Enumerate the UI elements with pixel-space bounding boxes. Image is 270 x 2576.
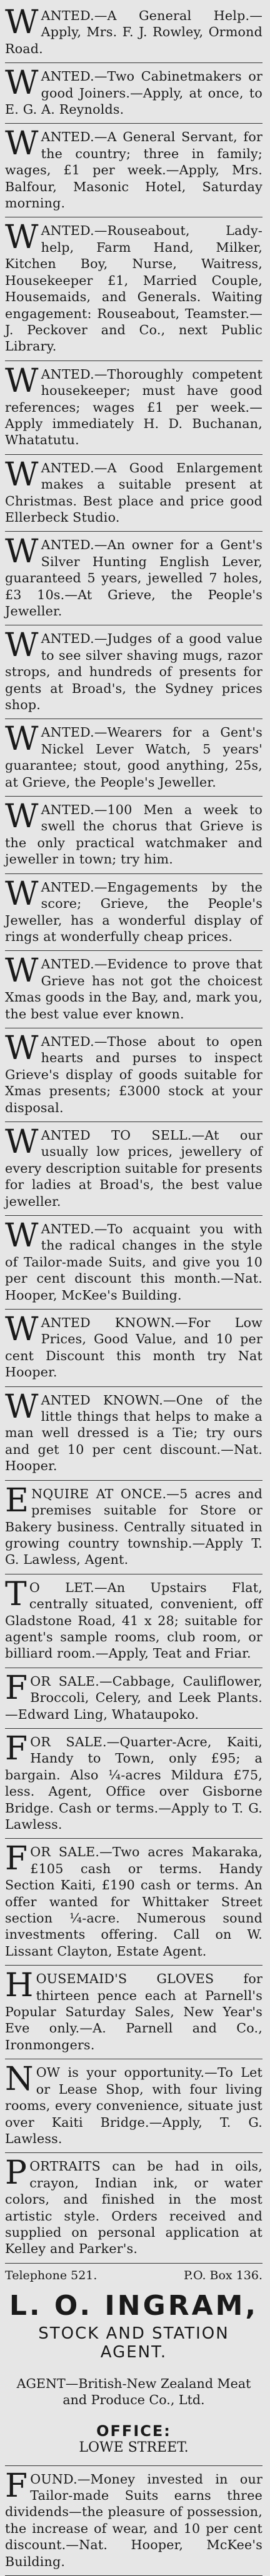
classified-ad: WANTED.—Those about to open hearts and purses to inspect Grieve's display of goods suitable for Xmas presents; £3000 stock at your disposal. <box>5 1028 262 1122</box>
classified-ad: WANTED.—A Good Enlargement makes a suitable present at Christmas. Best place and price good Ellerbeck Studio. <box>5 455 262 532</box>
classified-ad: WANTED.—Wearers for a Gent's Nickel Lever Watch, 5 years' guarantee; stout, good anything, 25s, at Grieve, the People's Jeweller. <box>5 719 262 797</box>
ingram-role: STOCK AND STATION AGENT. <box>38 2324 229 2362</box>
po-box: P.O. Box 136. <box>184 2268 262 2282</box>
classified-ad: WANTED TO SELL.—At our usually low prices, jewellery of every description suitable for presents for ladies at Broad's, the best value jeweller. <box>5 1122 262 1216</box>
ingram-agent-line: AGENT—British-New Zealand Meat and Produce Co., Ltd. <box>16 2375 251 2408</box>
telephone: Telephone 521. <box>5 2268 98 2282</box>
classified-ads <box>5 2 262 2264</box>
classified-ad: WANTED.—100 Men a week to swell the chorus that Grieve is the only practical watchmaker and jeweller in town; try him. <box>5 797 262 874</box>
classified-ad: NOW is your opportunity.—To Let or Lease Shop, with four living rooms, every convenience, situate just over Kaiti Bridge.—Apply, T. G. Lawless. <box>5 2059 262 2153</box>
ingram-name: L. O. INGRAM, <box>9 2289 259 2322</box>
classified-ad: FOR SALE.—Two acres Makaraka, £105 cash or terms. Handy Section Kaiti, £190 cash or terms. An offer wanted for Whittaker Street section ¼-acre. Numerous sound investments offering. Call on W. Lissant Clayton, Estate Agent. <box>5 1839 262 1966</box>
advertisement-column <box>5 0 262 2576</box>
classified-ad: WANTED.—An owner for a Gent's Silver Hunting English Lever, guaranteed 5 years, jewelled 7 holes, £3 10s.—At Grieve, the People's Jeweller. <box>5 532 262 625</box>
ingram-advertisement <box>5 2264 262 2466</box>
classified-ad: FOR SALE.—Quarter-Acre, Kaiti, Handy to Town, only £95; a bargain. Also ¼-acres Mildura £75, less. Agent, Office over Gisborne Bridge. Cash or terms.—Apply to T. G. Lawless. <box>5 1729 262 1839</box>
classified-ad: WANTED.—Thoroughly competent housekeeper; must have good references; wages £1 per week.—Apply immediately H. D. Buchanan, Whatatutu. <box>5 361 262 455</box>
classified-ad: WANTED.—To acquaint you with the radical changes in the style of Tailor-made Suits, and give you 10 per cent discount this month.—Nat. Hooper, McKee's Building. <box>5 1216 262 1310</box>
final-ad: FOUND.—Money invested in our Tailor-made Suits earns three dividends—the pleasure of possession, the increase of wear, and 10 per cent discount.—Nat. Hooper, McKee's Building. <box>5 2466 262 2576</box>
contact-line <box>5 2264 262 2285</box>
classified-ad: WANTED.—Two Cabinetmakers or good Joiners.—Apply, at once, to E. G. A. Reynolds. <box>5 63 262 124</box>
classified-ad: PORTRAITS can be had in oils, crayon, Indian ink, or water colors, and finished in the most artistic style. Orders received and supplied on personal application at Kelley and Parker's. <box>5 2153 262 2263</box>
classified-ad: WANTED KNOWN.—For Low Prices, Good Value, and 10 per cent Discount this month try Nat Hooper. <box>5 1310 262 1387</box>
classified-ad: WANTED.—Judges of a good value to see silver shaving mugs, razor strops, and hundreds of presents for gents at Broad's, the Sydney prices shop. <box>5 625 262 719</box>
classified-ad: WANTED.—Evidence to prove that Grieve has not got the choicest Xmas goods in the Bay, and, mark you, the best value ever known. <box>5 951 262 1028</box>
classified-ad: ENQUIRE AT ONCE.—5 acres and premises suitable for Store or Bakery business. Centrally situated in growing country township.—Apply T. G. Lawless, Agent. <box>5 1481 262 1574</box>
classified-ad: WANTED.—Rouseabout, Lady-help, Farm Hand, Milker, Kitchen Boy, Nurse, Waitress, Housekeeper £1, Married Couple, Housemaids, and Generals. Waiting engagement: Rouseabout, Teamster.—J. Peckover and Co., next Public Library. <box>5 217 262 361</box>
classified-ad: FOR SALE.—Cabbage, Cauliflower, Broccoli, Celery, and Leek Plants.—Edward Ling, Whataupoko. <box>5 1668 262 1729</box>
classified-ad: HOUSEMAID'S GLOVES for thirteen pence each at Parnell's Popular Saturday Sales, New Year's Eve only.—A. Parnell and Co., Ironmongers. <box>5 1966 262 2059</box>
classified-ad: WANTED.—A General Help.—Apply, Mrs. F. J. Rowley, Ormond Road. <box>5 2 262 63</box>
classified-ad: TO LET.—An Upstairs Flat, centrally situated, convenient, off Gladstone Road, 41 x 28; suitable for agent's sample rooms, club room, or billiard room.—Apply, Teat and Friar. <box>5 1574 262 1668</box>
office-address: LOWE STREET. <box>79 2439 189 2455</box>
office-label: OFFICE: <box>96 2422 171 2440</box>
classified-ad: WANTED.—A General Servant, for the country; three in family; wages, £1 per week.—Apply, Mrs. Balfour, Masonic Hotel, Saturday morning. <box>5 124 262 217</box>
classified-ad: WANTED KNOWN.—One of the little things that helps to make a man well dressed is a Tie; try ours and get 10 per cent discount.—Nat. Hooper. <box>5 1387 262 1481</box>
classified-ad: WANTED.—Engagements by the score; Grieve, the People's Jeweller, has a wonderful display of rings at wonderfully cheap prices. <box>5 874 262 952</box>
